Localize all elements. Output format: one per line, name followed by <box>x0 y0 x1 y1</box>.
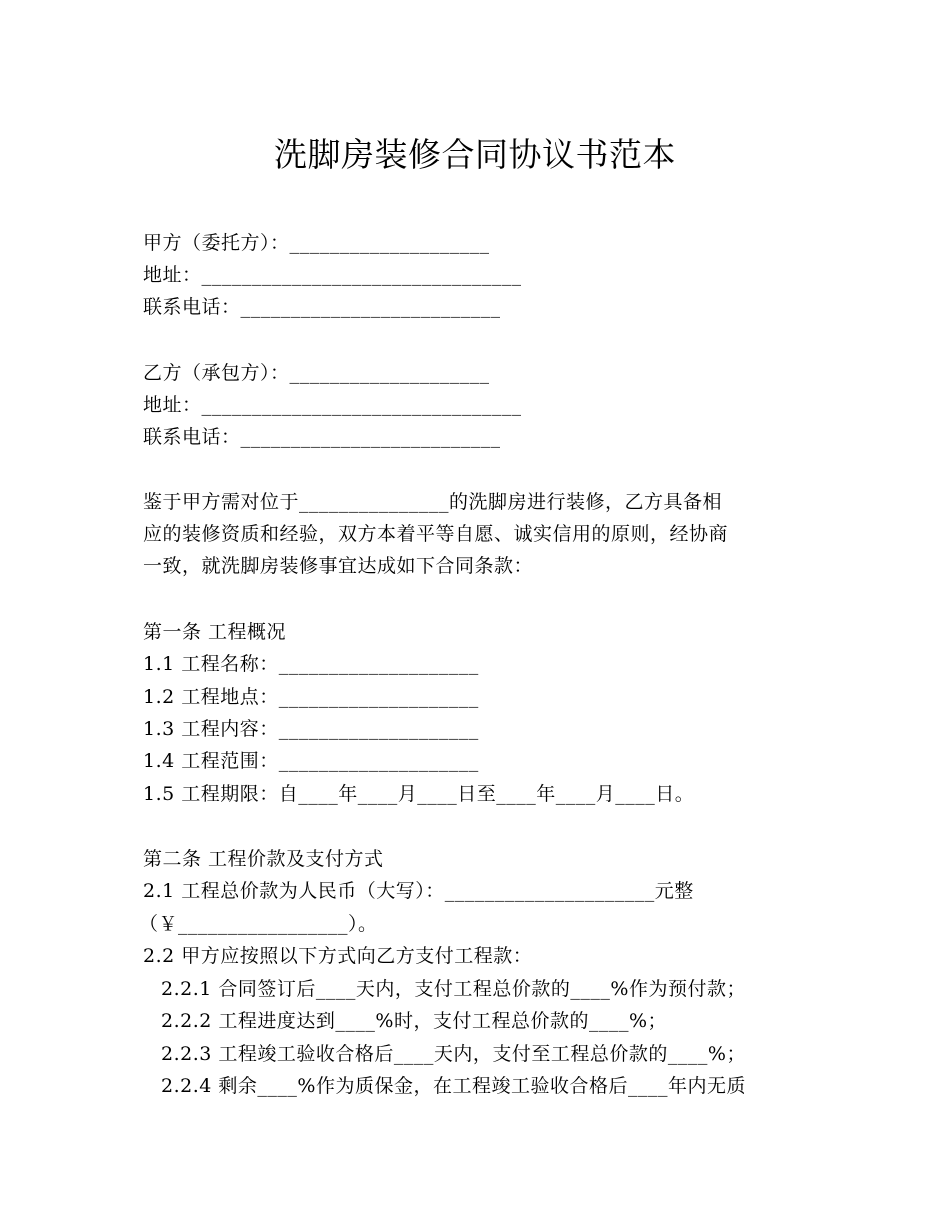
article-1-heading: 第一条 工程概况 <box>143 621 287 643</box>
article-2-heading: 第二条 工程价款及支付方式 <box>143 848 384 870</box>
article-2-payment-item: 2.2.2 工程进度达到____%时，支付工程总价款的____%； <box>161 1010 667 1032</box>
article-2-payment-item: 2.2.4 剩余____%作为质保金，在工程竣工验收合格后____年内无质 <box>161 1075 746 1097</box>
article-1-item: 1.3 工程内容：____________________ <box>143 718 479 740</box>
preamble-line: 鉴于甲方需对位于_______________的洗脚房进行装修，乙方具备相 <box>143 491 723 513</box>
party-b-phone: 联系电话：__________________________ <box>143 426 501 448</box>
preamble-line: 一致，就洗脚房装修事宜达成如下合同条款： <box>143 555 534 577</box>
party-a-label: 甲方（委托方）：____________________ <box>143 232 490 254</box>
article-1-item: 1.2 工程地点：____________________ <box>143 686 479 708</box>
article-2-payment-item: 2.2.1 合同签订后____天内，支付工程总价款的____%作为预付款； <box>161 978 746 1000</box>
article-1-item: 1.1 工程名称：____________________ <box>143 653 479 675</box>
article-1-item: 1.5 工程期限：自____年____月____日至____年____月____日。 <box>143 783 695 805</box>
party-b-label: 乙方（承包方）：____________________ <box>143 362 490 384</box>
party-a-address: 地址：________________________________ <box>143 264 522 286</box>
article-2-payment-item: 2.2.3 工程竣工验收合格后____天内，支付至工程总价款的____%； <box>161 1043 746 1065</box>
article-1-item: 1.4 工程范围：____________________ <box>143 750 479 772</box>
party-b-address: 地址：________________________________ <box>143 394 522 416</box>
party-a-phone: 联系电话：__________________________ <box>143 296 501 318</box>
article-2-price-figure: （￥_________________）。 <box>139 913 378 935</box>
article-2-payment-intro: 2.2 甲方应按照以下方式向乙方支付工程款： <box>143 945 533 967</box>
document-title: 洗脚房装修合同协议书范本 <box>274 135 676 174</box>
preamble-line: 应的装修资质和经验，双方本着平等自愿、诚实信用的原则，经协商 <box>143 523 729 545</box>
article-2-price-line: 2.1 工程总价款为人民币（大写）：_____________________元整 <box>143 880 694 902</box>
